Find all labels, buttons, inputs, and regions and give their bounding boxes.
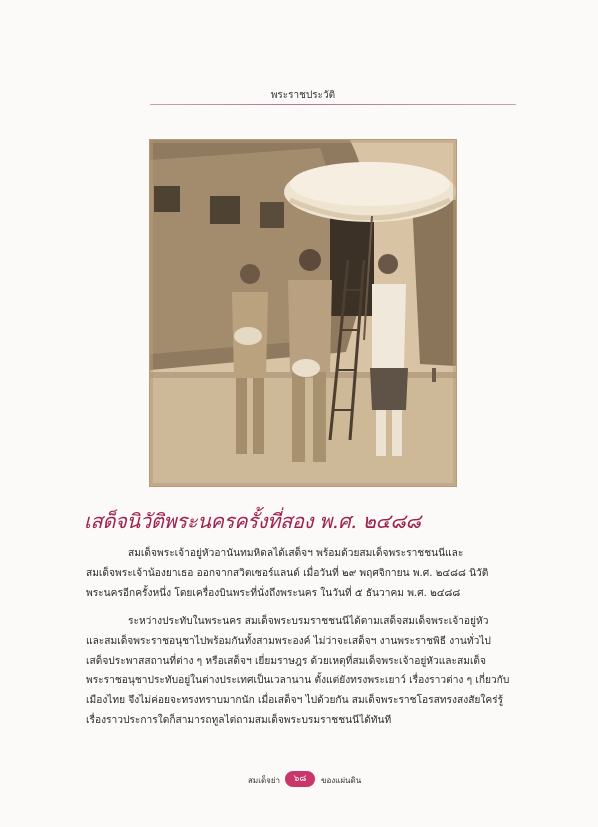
footer-book-title-right: ของแผ่นดิน <box>321 776 362 785</box>
paragraph-line: พระราชอนุชาประทับอยู่ในต่างประเทศเป็นเวลานาน ตั้งแต่ยังทรงพระเยาว์ เรื่องราวต่าง ๆ เกี่ยวกับ <box>86 675 510 687</box>
footer-book-title-left: สมเด็จย่า <box>248 776 280 785</box>
historical-photo <box>150 140 456 486</box>
paragraph-line: พระนครอีกครั้งหนึ่ง โดยเครื่องบินพระที่นั่งถึงพระนคร ในวันที่ ๕ ธันวาคม พ.ศ. ๒๔๘๘ <box>86 587 461 599</box>
paragraph-line: เมืองไทย จึงไม่ค่อยจะทรงทราบมากนัก เมื่อเสด็จฯ ไปด้วยกัน สมเด็จพระราชโอรสทรงสงสัยใคร่รู้ <box>86 695 504 707</box>
page-footer <box>0 771 598 791</box>
paragraph-line: เรื่องราวประการใดก็สามารถทูลไต่ถามสมเด็จพระบรมราชชนนีได้ทันที <box>86 714 392 726</box>
header-divider <box>150 104 516 105</box>
paragraph-line: สมเด็จพระเจ้าน้องยาเธอ ออกจากสวิตเซอร์แลนด์ เมื่อวันที่ ๒๙ พฤศจิกายน พ.ศ. ๒๔๘๘ นิวัติ <box>86 567 489 579</box>
running-header: พระราชประวัติ <box>270 90 336 101</box>
paragraph-line: และสมเด็จพระราชอนุชาไปพร้อมกันทั้งสามพระองค์ ไม่ว่าจะเสด็จฯ งานพระราชพิธี งานทั่วไป <box>86 635 491 647</box>
section-heading: เสด็จนิวัติพระนครครั้งที่สอง พ.ศ. ๒๔๘๘ <box>84 509 421 533</box>
paragraph-1 <box>86 544 512 603</box>
page-number-badge: ๖๘ <box>285 771 315 787</box>
paragraph-2 <box>86 612 512 731</box>
paragraph-line: สมเด็จพระเจ้าอยู่หัวอานันทมหิดลได้เสด็จฯ พร้อมด้วยสมเด็จพระราชชนนีและ <box>128 548 464 559</box>
paragraph-line: ระหว่างประทับในพระนคร สมเด็จพระบรมราชชนนีได้ตามเสด็จสมเด็จพระเจ้าอยู่หัว <box>128 616 489 627</box>
paragraph-line: เสด็จประพาสสถานที่ต่าง ๆ หรือเสด็จฯ เยี่ยมราษฎร ด้วยเหตุที่สมเด็จพระเจ้าอยู่หัวและสมเด็จ <box>86 655 487 667</box>
